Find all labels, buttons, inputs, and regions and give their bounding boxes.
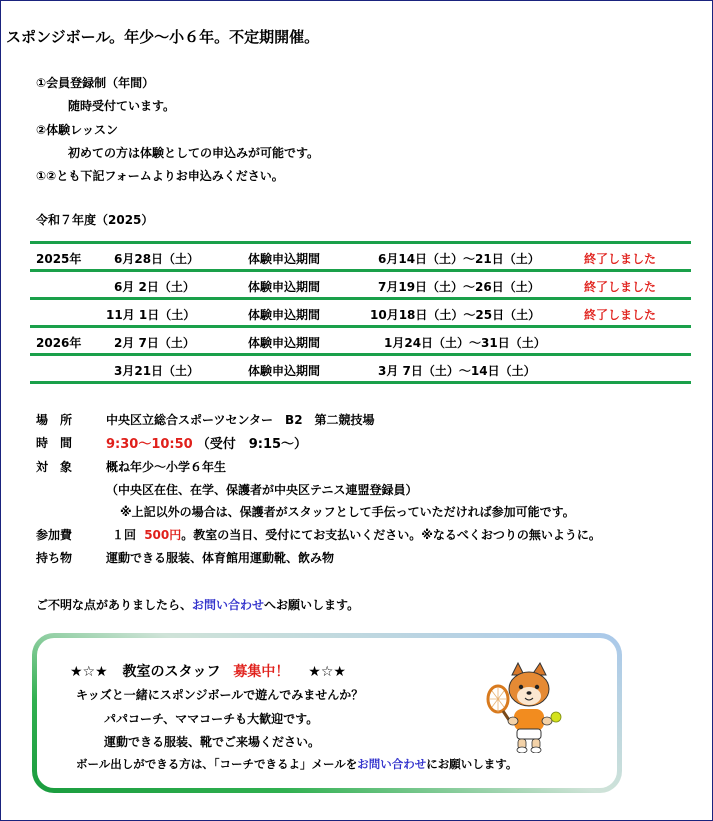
place-label: 場 所 <box>36 413 73 427</box>
banner-title: 教室のスタッフ <box>122 664 221 680</box>
fee-row <box>112 526 601 543</box>
intro-line-4: 初めての方は体験としての申込みが可能です。 <box>68 146 320 160</box>
row-status: 終了しました <box>584 252 657 266</box>
banner-line-4 <box>76 756 517 772</box>
banner-stars-right: ★☆★ <box>308 664 346 680</box>
row-status: 終了しました <box>584 280 657 294</box>
intro-line-1: ①会員登録制（年間） <box>36 76 155 90</box>
row-period: 6月14日（土）～21日（土） <box>378 252 540 266</box>
row-date: 3月21日（土） <box>114 364 200 378</box>
page-title: スポンジボール。年少～小６年。不定期開催。 <box>6 28 320 46</box>
time-row <box>106 433 307 452</box>
banner-line-4-prefix: ボール出しができる方は、「コーチできるよ」メールを <box>76 757 358 771</box>
contact-prefix: ご不明な点がありましたら、 <box>36 598 193 612</box>
row-year: 2025年 <box>36 252 82 266</box>
fee-suffix: 。教室の当日、受付にてお支払いください。※なるべくおつりの無いように。 <box>181 528 601 542</box>
banner-line-2: パパコーチ、ママコーチも大歓迎です。 <box>104 712 319 726</box>
banner-heading <box>70 661 346 681</box>
intro-line-2: 随時受付ています。 <box>68 99 176 113</box>
time-label: 時 間 <box>36 436 73 450</box>
row-date: 2月 7日（土） <box>114 336 195 350</box>
row-label: 体験申込期間 <box>248 336 321 350</box>
table-divider <box>30 381 691 384</box>
row-period: 7月19日（土）～26日（土） <box>378 280 540 294</box>
intro-line-5: ①②とも下記フォームよりお申込みください。 <box>36 169 284 183</box>
row-date: 6月28日（土） <box>114 252 200 266</box>
contact-line <box>36 596 359 613</box>
row-period: 1月24日（土）～31日（土） <box>384 336 546 350</box>
target-label: 対 象 <box>36 460 73 474</box>
place-value: 中央区立総合スポーツセンター B2 第二競技場 <box>106 413 375 427</box>
target-note-1: （中央区在住、在学、保護者が中央区テニス連盟登録員） <box>106 483 418 497</box>
row-label: 体験申込期間 <box>248 252 321 266</box>
banner-recruit: 募集中！ <box>233 664 290 680</box>
row-label: 体験申込期間 <box>248 308 321 322</box>
table-divider <box>30 353 691 356</box>
items-label: 持ち物 <box>36 551 73 565</box>
table-divider <box>30 325 691 328</box>
row-label: 体験申込期間 <box>248 280 321 294</box>
row-label: 体験申込期間 <box>248 364 321 378</box>
shiba-dog-tennis-mascot-icon <box>484 661 564 753</box>
banner-contact-link[interactable]: お問い合わせ <box>357 757 427 771</box>
contact-link[interactable]: お問い合わせ <box>192 598 265 612</box>
row-period: 3月 7日（土）～14日（土） <box>378 364 536 378</box>
target-value: 概ね年少～小学６年生 <box>106 460 227 474</box>
row-year: 2026年 <box>36 336 82 350</box>
contact-suffix: へお願いします。 <box>264 598 360 612</box>
table-divider <box>30 297 691 300</box>
banner-line-1: キッズと一緒にスポンジボールで遊んでみませんか？ <box>76 688 364 702</box>
row-date: 11月 1日（土） <box>106 308 196 322</box>
banner-line-3: 運動できる服装、靴でご来場ください。 <box>104 735 321 749</box>
fee-label: 参加費 <box>36 528 73 542</box>
banner-line-4-suffix: にお願いします。 <box>426 757 518 771</box>
fee-amount: 500円 <box>144 528 182 542</box>
table-divider <box>30 241 691 244</box>
table-divider <box>30 269 691 272</box>
year-heading: 令和７年度（2025） <box>36 213 154 227</box>
row-status: 終了しました <box>584 308 657 322</box>
time-reception: （受付 9:15～） <box>196 437 308 452</box>
fee-prefix: １回 <box>112 528 137 542</box>
items-value: 運動できる服装、体育館用運動靴、飲み物 <box>106 551 335 565</box>
banner-stars-left: ★☆★ <box>70 664 108 680</box>
row-period: 10月18日（土）～25日（土） <box>370 308 541 322</box>
row-date: 6月 2日（土） <box>114 280 195 294</box>
target-note-2: ※上記以外の場合は、保護者がスタッフとして手伝っていただければ参加可能です。 <box>120 505 575 519</box>
time-value: 9:30～10:50 <box>106 437 193 452</box>
intro-line-3: ②体験レッスン <box>36 123 119 137</box>
